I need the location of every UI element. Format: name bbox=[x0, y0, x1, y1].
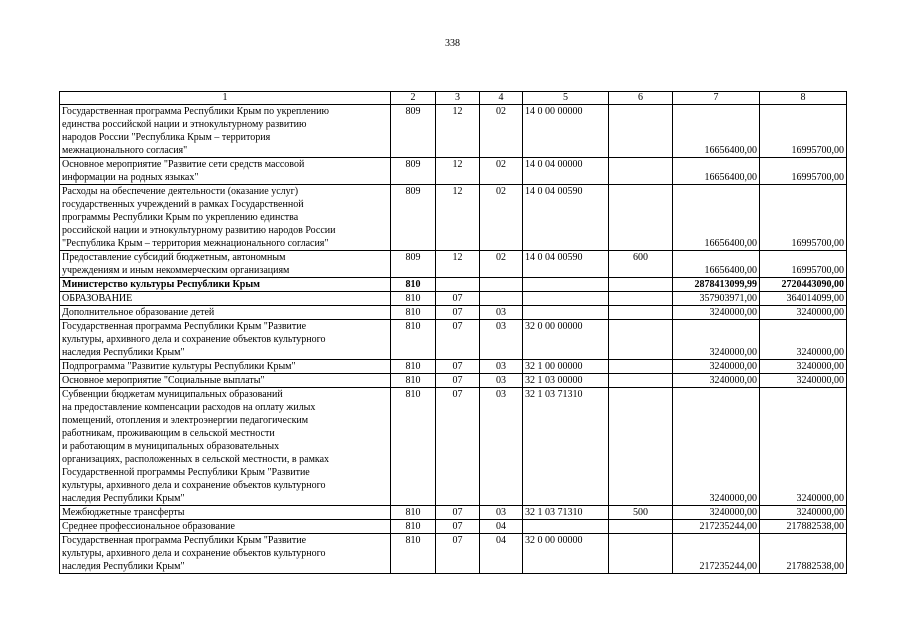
row-expense-type-cell bbox=[609, 374, 673, 388]
page-number: 338 bbox=[445, 38, 460, 49]
row-expense-type-cell bbox=[609, 360, 673, 374]
row-admin-code-cell: 810 bbox=[391, 520, 436, 534]
row-section-cell: 07 bbox=[436, 306, 480, 320]
row-section-cell: 07 bbox=[436, 320, 480, 360]
row-expense-type-cell bbox=[609, 520, 673, 534]
row-admin-code-cell: 809 bbox=[391, 251, 436, 278]
row-subsection-cell: 04 bbox=[480, 520, 523, 534]
row-name-cell: Государственная программа Республики Крым по укреплению единства российской нации и этнокультурному развитию народов России "Республика Крым – территория межнационального согласия" bbox=[60, 105, 391, 158]
row-name-cell: Государственная программа Республики Крым "Развитие культуры, архивного дела и сохранение объектов культурного наследия Республики Крым" bbox=[60, 320, 391, 360]
row-admin-code-cell: 810 bbox=[391, 374, 436, 388]
row-subsection-cell bbox=[480, 292, 523, 306]
row-target-article-cell bbox=[523, 306, 609, 320]
row-section-cell: 12 bbox=[436, 105, 480, 158]
column-header: 6 bbox=[609, 92, 673, 105]
row-expense-type-cell: 500 bbox=[609, 506, 673, 520]
row-sum-year2-cell: 2720443090,00 bbox=[760, 278, 847, 292]
row-subsection-cell: 02 bbox=[480, 251, 523, 278]
row-subsection-cell: 03 bbox=[480, 388, 523, 506]
row-sum-year1-cell: 217235244,00 bbox=[673, 520, 760, 534]
row-target-article-cell: 14 0 04 00000 bbox=[523, 158, 609, 185]
table-row bbox=[60, 320, 847, 360]
row-name-cell: Межбюджетные трансферты bbox=[60, 506, 391, 520]
row-subsection-cell: 03 bbox=[480, 320, 523, 360]
row-name-cell: Основное мероприятие "Социальные выплаты" bbox=[60, 374, 391, 388]
row-sum-year2-cell: 16995700,00 bbox=[760, 251, 847, 278]
table-row bbox=[60, 158, 847, 185]
row-sum-year1-cell: 3240000,00 bbox=[673, 306, 760, 320]
row-name-cell: Государственная программа Республики Крым "Развитие культуры, архивного дела и сохранение объектов культурного наследия Республики Крым" bbox=[60, 534, 391, 574]
row-sum-year2-cell: 364014099,00 bbox=[760, 292, 847, 306]
row-sum-year1-cell: 357903971,00 bbox=[673, 292, 760, 306]
row-sum-year2-cell: 217882538,00 bbox=[760, 534, 847, 574]
column-header: 1 bbox=[60, 92, 391, 105]
row-target-article-cell bbox=[523, 292, 609, 306]
table-row bbox=[60, 360, 847, 374]
row-sum-year1-cell: 16656400,00 bbox=[673, 105, 760, 158]
row-sum-year1-cell: 217235244,00 bbox=[673, 534, 760, 574]
row-sum-year1-cell: 3240000,00 bbox=[673, 374, 760, 388]
row-sum-year2-cell: 3240000,00 bbox=[760, 374, 847, 388]
table-row bbox=[60, 506, 847, 520]
row-sum-year2-cell: 3240000,00 bbox=[760, 360, 847, 374]
column-header: 5 bbox=[523, 92, 609, 105]
row-target-article-cell: 14 0 00 00000 bbox=[523, 105, 609, 158]
row-sum-year2-cell: 3240000,00 bbox=[760, 306, 847, 320]
row-expense-type-cell bbox=[609, 278, 673, 292]
row-expense-type-cell bbox=[609, 292, 673, 306]
row-sum-year2-cell: 217882538,00 bbox=[760, 520, 847, 534]
row-section-cell: 12 bbox=[436, 251, 480, 278]
row-subsection-cell: 04 bbox=[480, 534, 523, 574]
table-row bbox=[60, 278, 847, 292]
row-admin-code-cell: 810 bbox=[391, 292, 436, 306]
column-header: 8 bbox=[760, 92, 847, 105]
table-row bbox=[60, 374, 847, 388]
row-section-cell: 07 bbox=[436, 374, 480, 388]
column-header: 2 bbox=[391, 92, 436, 105]
row-admin-code-cell: 809 bbox=[391, 105, 436, 158]
row-target-article-cell bbox=[523, 278, 609, 292]
row-subsection-cell bbox=[480, 278, 523, 292]
row-admin-code-cell: 810 bbox=[391, 360, 436, 374]
row-sum-year2-cell: 3240000,00 bbox=[760, 506, 847, 520]
table-row bbox=[60, 306, 847, 320]
table-row bbox=[60, 520, 847, 534]
row-subsection-cell: 02 bbox=[480, 105, 523, 158]
row-section-cell bbox=[436, 278, 480, 292]
row-admin-code-cell: 810 bbox=[391, 320, 436, 360]
row-admin-code-cell: 810 bbox=[391, 388, 436, 506]
row-sum-year2-cell: 3240000,00 bbox=[760, 320, 847, 360]
row-subsection-cell: 03 bbox=[480, 360, 523, 374]
column-header: 7 bbox=[673, 92, 760, 105]
row-section-cell: 07 bbox=[436, 506, 480, 520]
table-row bbox=[60, 388, 847, 506]
row-sum-year1-cell: 3240000,00 bbox=[673, 320, 760, 360]
row-sum-year2-cell: 3240000,00 bbox=[760, 388, 847, 506]
row-sum-year1-cell: 3240000,00 bbox=[673, 388, 760, 506]
row-target-article-cell: 32 1 03 71310 bbox=[523, 506, 609, 520]
table-row bbox=[60, 534, 847, 574]
row-sum-year1-cell: 2878413099,99 bbox=[673, 278, 760, 292]
row-target-article-cell: 14 0 04 00590 bbox=[523, 185, 609, 251]
row-sum-year1-cell: 16656400,00 bbox=[673, 251, 760, 278]
table-body bbox=[60, 92, 847, 574]
row-sum-year2-cell: 16995700,00 bbox=[760, 185, 847, 251]
column-header: 3 bbox=[436, 92, 480, 105]
row-admin-code-cell: 810 bbox=[391, 278, 436, 292]
table-row bbox=[60, 105, 847, 158]
row-name-cell: Предоставление субсидий бюджетным, автономным учреждениям и иным некоммерческим организациям bbox=[60, 251, 391, 278]
row-section-cell: 07 bbox=[436, 360, 480, 374]
row-expense-type-cell bbox=[609, 388, 673, 506]
row-name-cell: ОБРАЗОВАНИЕ bbox=[60, 292, 391, 306]
table-row bbox=[60, 292, 847, 306]
row-subsection-cell: 03 bbox=[480, 506, 523, 520]
row-sum-year1-cell: 3240000,00 bbox=[673, 360, 760, 374]
table-header-row bbox=[60, 92, 847, 105]
row-target-article-cell: 32 1 03 00000 bbox=[523, 374, 609, 388]
budget-table bbox=[59, 91, 847, 574]
column-header: 4 bbox=[480, 92, 523, 105]
row-expense-type-cell: 600 bbox=[609, 251, 673, 278]
row-expense-type-cell bbox=[609, 105, 673, 158]
row-target-article-cell: 32 0 00 00000 bbox=[523, 320, 609, 360]
row-section-cell: 12 bbox=[436, 158, 480, 185]
row-subsection-cell: 03 bbox=[480, 374, 523, 388]
row-expense-type-cell bbox=[609, 320, 673, 360]
row-admin-code-cell: 810 bbox=[391, 306, 436, 320]
row-admin-code-cell: 809 bbox=[391, 185, 436, 251]
row-section-cell: 07 bbox=[436, 520, 480, 534]
row-name-cell: Подпрограмма "Развитие культуры Республики Крым" bbox=[60, 360, 391, 374]
row-section-cell: 07 bbox=[436, 388, 480, 506]
row-expense-type-cell bbox=[609, 158, 673, 185]
row-target-article-cell: 14 0 04 00590 bbox=[523, 251, 609, 278]
row-expense-type-cell bbox=[609, 185, 673, 251]
row-sum-year1-cell: 16656400,00 bbox=[673, 158, 760, 185]
row-subsection-cell: 02 bbox=[480, 185, 523, 251]
row-admin-code-cell: 809 bbox=[391, 158, 436, 185]
row-subsection-cell: 03 bbox=[480, 306, 523, 320]
row-sum-year2-cell: 16995700,00 bbox=[760, 158, 847, 185]
row-expense-type-cell bbox=[609, 534, 673, 574]
row-expense-type-cell bbox=[609, 306, 673, 320]
row-section-cell: 12 bbox=[436, 185, 480, 251]
row-target-article-cell: 32 1 03 71310 bbox=[523, 388, 609, 506]
row-name-cell: Основное мероприятие "Развитие сети средств массовой информации на родных языках" bbox=[60, 158, 391, 185]
row-name-cell: Расходы на обеспечение деятельности (оказание услуг) государственных учреждений в рамках Государственной программы Республики Крым по укреплению единства российской нации и этнокультурному развитию народов России "Республика Крым – территория межнационального согласия" bbox=[60, 185, 391, 251]
row-section-cell: 07 bbox=[436, 292, 480, 306]
table-row bbox=[60, 185, 847, 251]
row-target-article-cell: 32 0 00 00000 bbox=[523, 534, 609, 574]
row-subsection-cell: 02 bbox=[480, 158, 523, 185]
row-admin-code-cell: 810 bbox=[391, 506, 436, 520]
row-name-cell: Министерство культуры Республики Крым bbox=[60, 278, 391, 292]
row-name-cell: Среднее профессиональное образование bbox=[60, 520, 391, 534]
table-row bbox=[60, 251, 847, 278]
row-sum-year1-cell: 16656400,00 bbox=[673, 185, 760, 251]
row-sum-year2-cell: 16995700,00 bbox=[760, 105, 847, 158]
row-name-cell: Дополнительное образование детей bbox=[60, 306, 391, 320]
row-admin-code-cell: 810 bbox=[391, 534, 436, 574]
row-section-cell: 07 bbox=[436, 534, 480, 574]
row-target-article-cell bbox=[523, 520, 609, 534]
row-target-article-cell: 32 1 00 00000 bbox=[523, 360, 609, 374]
row-name-cell: Субвенции бюджетам муниципальных образований на предоставление компенсации расходов на оплату жилых помещений, отопления и электроэнергии педагогическим работникам, проживающим в сельской местности и работающим в муниципальных образовательных организациях, расположенных в сельской местности, в рамках Государственной программы Республики Крым "Развитие культуры, архивного дела и сохранение объектов культурного наследия Республики Крым" bbox=[60, 388, 391, 506]
row-sum-year1-cell: 3240000,00 bbox=[673, 506, 760, 520]
